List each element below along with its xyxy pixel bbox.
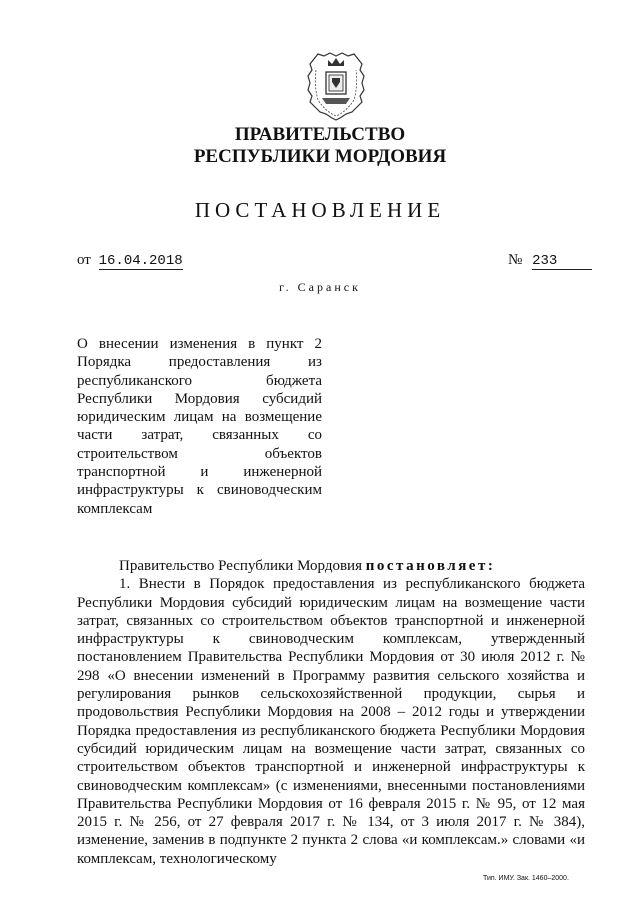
coat-of-arms-icon [302,50,370,122]
number-line [508,252,592,270]
print-mark: Тип. ИМУ. Зак. 1460–2000. [483,875,569,882]
date-line [77,252,183,270]
republic-title: РЕСПУБЛИКИ МОРДОВИЯ [193,146,447,167]
government-title: ПРАВИТЕЛЬСТВО [234,124,406,145]
decree-word: постановляет: [365,558,496,574]
city: г. Саранск [279,280,361,294]
paragraph-1: 1. Внести в Порядок предоставления из республиканского бюджета Республики Мордовия субсидий юридическим лицам на возмещение части затрат, связанных со строительством объектов транспортной и инженерной инфраструктуры к свиноводческим комплексам, утвержденный постановлением Правительства Республики Мордовия от 30 июля 2012 г. № 298 «О внесении изменений в Программу развития сельского хозяйства и регулирования рынков сельскохозяйственной продукции, сырья и продовольствия Республики Мордовия на 2008 – 2012 годы и утверждении Порядка предоставления из республиканского бюджета Республики Мордовия субсидий юридическим лицам на возмещение части затрат, связанных со строительством объектов транспортной и инженерной инфраструктуры к свиноводческим комплексам» (с изменениями, внесенными постановлениями Правительства Республики Мордовия от 16 февраля 2015 г. № 95, от 12 мая 2015 г. № 256, от 27 февраля 2017 г. № 134, от 3 июля 2017 г. № 384), изменение, заменив в подпункте 2 пункта 2 слова «и комплексам.» словами «и комплексам, технологическому [77,576,585,867]
document-body [77,557,585,868]
document-date: 16.04.2018 [98,253,183,269]
document-number: 233 [532,253,592,270]
decree-intro [77,557,585,575]
number-prefix: № [508,252,523,268]
document-subject: О внесении изменения в пункт 2 Порядка предоставления из республиканского бюджета Республики Мордовия субсидий юридическим лицам на возмещение части затрат, связанных со строительством объектов транспортной и инженерной инфраструктуры к свиноводческим комплексам [77,336,322,517]
decree-lead: Правительство Республики Мордовия [119,558,362,574]
date-prefix: от [77,252,91,268]
document-type: ПОСТАНОВЛЕНИЕ [194,198,446,222]
